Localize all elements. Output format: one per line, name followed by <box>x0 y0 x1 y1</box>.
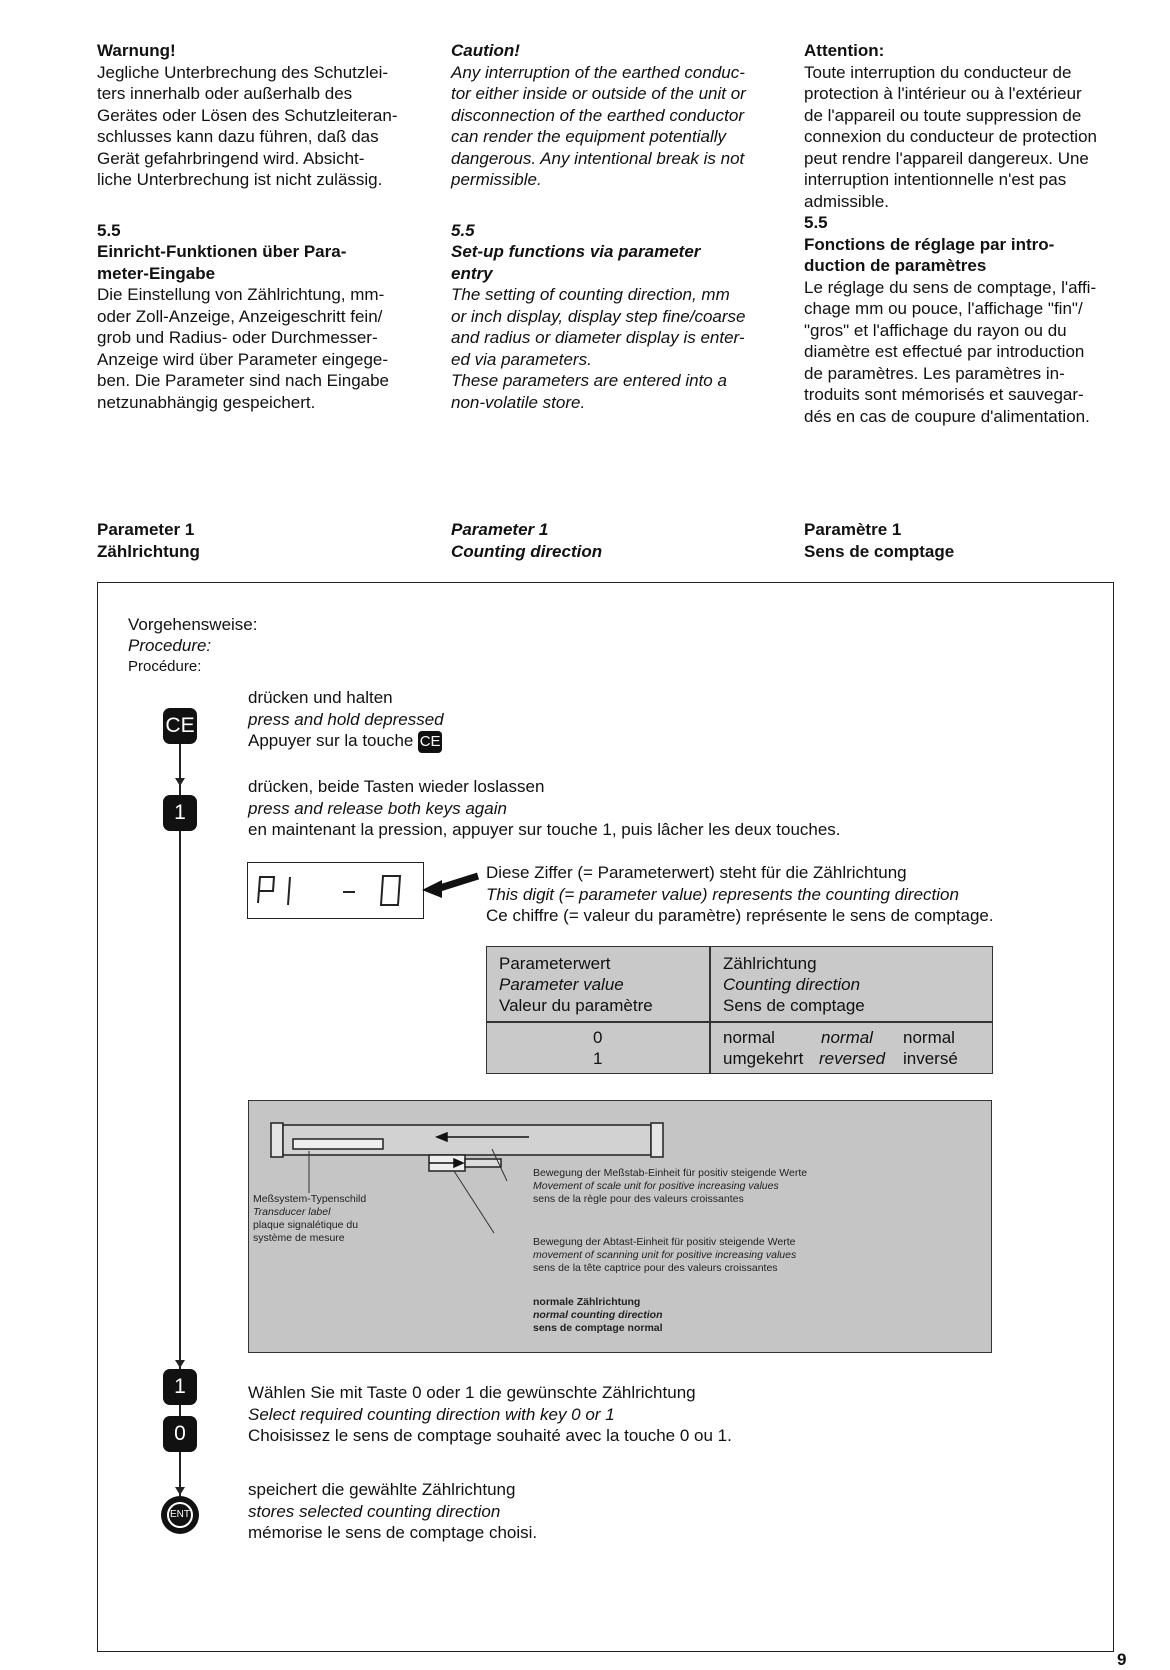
step-4-text <box>248 1479 1108 1544</box>
section-number-en: 5.5 <box>451 220 475 240</box>
key-1: 1 <box>163 795 197 831</box>
ent-key-label: ENT <box>167 1502 193 1528</box>
lcd-readout-graphic <box>248 863 423 918</box>
direction-de: umgekehrt <box>723 1049 804 1068</box>
warning-text-de <box>97 62 427 191</box>
line: Die Einstellung von Zählrichtung, mm- <box>97 285 385 304</box>
pointer-arrow-icon <box>418 870 480 904</box>
line: meter-Eingabe <box>97 263 216 283</box>
line: tor either inside or outside of the unit or <box>451 84 746 103</box>
line: Le réglage du sens de comptage, l'affi- <box>804 277 1097 297</box>
line: Parameter 1 <box>451 520 549 539</box>
line: diamètre est effectué par introduction <box>804 342 1085 361</box>
step-fr-text: Appuyer sur la touche <box>248 731 414 750</box>
caption-en: movement of scanning unit for positive increasing values <box>533 1249 797 1261</box>
line: Toute interruption du conducteur de <box>804 62 1072 82</box>
line: Counting direction <box>451 541 603 561</box>
warning-text-en <box>451 62 781 191</box>
line: or inch display, display step fine/coarse <box>451 306 746 326</box>
param-title-fr <box>804 519 1134 562</box>
line: peut rendre l'appareil dangereux. Une <box>804 148 1089 168</box>
line: Set-up functions via parameter <box>451 242 701 261</box>
line: de paramètres. Les paramètres in- <box>804 363 1065 383</box>
caption-de: Bewegung der Meßstab-Einheit für positiv steigende Werte <box>533 1167 808 1179</box>
line: Sens de comptage <box>804 541 955 561</box>
line: Zählrichtung <box>97 541 200 561</box>
ce-key-inline: CE <box>418 731 442 753</box>
direction-en: reversed <box>819 1049 886 1068</box>
caption-de: Bewegung der Abtast-Einheit für positiv steigende Werte <box>533 1236 796 1248</box>
direction-de: normal <box>723 1028 775 1047</box>
scanning-movement-caption <box>533 1236 796 1275</box>
section-body-en <box>451 284 781 413</box>
table-divider <box>487 1021 992 1023</box>
table-divider <box>709 947 711 1073</box>
line: de l'appareil ou toute suppression de <box>804 105 1082 125</box>
param-value: 1 <box>593 1049 603 1068</box>
caption-en: Movement of scale unit for positive increasing values <box>533 1180 779 1192</box>
column-de <box>97 40 427 413</box>
column-fr <box>804 40 1144 427</box>
column-en <box>451 40 781 413</box>
line: chage mm ou pouce, l'affichage "fin"/ <box>804 299 1083 318</box>
caption-fr: plaque signalétique du <box>253 1219 359 1231</box>
ent-key <box>161 1496 199 1534</box>
key-0: 0 <box>163 1416 197 1452</box>
line: and radius or diameter display is enter- <box>451 328 745 347</box>
caption-fr: sens de la règle pour des valeurs croissantes <box>533 1193 744 1205</box>
step-fr <box>248 730 1108 753</box>
header-de: Zählrichtung <box>723 954 817 973</box>
line: These parameters are entered into a <box>451 371 727 390</box>
note-fr: Ce chiffre (= valeur du paramètre) représente le sens de comptage. <box>486 906 994 925</box>
line: "gros" et l'affichage du rayon ou du <box>804 320 1067 340</box>
warning-title-de: Warnung! <box>97 41 176 60</box>
line: liche Unterbrechung ist nicht zulässig. <box>97 170 383 189</box>
line: Parameter 1 <box>97 520 195 539</box>
header-fr: Sens de comptage <box>723 996 865 1015</box>
line: dés en cas de coupure d'alimentation. <box>804 406 1090 426</box>
step-fr: mémorise le sens de comptage choisi. <box>248 1523 538 1542</box>
ce-key: CE <box>163 708 197 744</box>
line: Gerät gefahrbringend wird. Absicht- <box>97 148 365 168</box>
line: Einricht-Funktionen über Para- <box>97 242 347 261</box>
direction-fr: normal <box>903 1028 955 1047</box>
step-de: Wählen Sie mit Taste 0 oder 1 die gewünschte Zählrichtung <box>248 1383 696 1402</box>
step-2-text <box>248 776 1108 841</box>
table-header-left <box>499 953 653 1016</box>
section-title-de <box>97 241 427 284</box>
warning-text-fr <box>804 62 1144 213</box>
line: grob und Radius- oder Durchmesser- <box>97 328 378 347</box>
line: Anzeige wird über Parameter eingege- <box>97 349 389 369</box>
direction-fr: inversé <box>903 1049 958 1068</box>
line: ed via parameters. <box>451 349 592 369</box>
line: disconnection of the earthed conductor <box>451 105 744 125</box>
line: Jegliche Unterbrechung des Schutzlei- <box>97 62 389 82</box>
step-en: press and hold depressed <box>248 709 444 729</box>
param-title-de <box>97 519 427 562</box>
step-de: drücken, beide Tasten wieder loslassen <box>248 777 545 796</box>
line: admissible. <box>804 191 890 211</box>
caption-fr: système de mesure <box>253 1232 345 1244</box>
line: Any interruption of the earthed conduc- <box>451 62 745 82</box>
line: permissible. <box>451 170 542 189</box>
param-value: 0 <box>593 1028 603 1047</box>
step-1-text <box>248 687 1108 753</box>
caption-de: Meßsystem-Typenschild <box>253 1193 367 1205</box>
note-en: This digit (= parameter value) represents the counting direction <box>486 884 959 904</box>
line: schlusses kann dazu führen, daß das <box>97 127 379 146</box>
line: ters innerhalb oder außerhalb des <box>97 84 353 103</box>
flow-arrow <box>175 1487 185 1495</box>
line: connexion du conducteur de protection <box>804 127 1097 146</box>
line: entry <box>451 263 493 283</box>
scale-movement-caption <box>533 1167 807 1206</box>
caption-en: Transducer label <box>253 1206 331 1218</box>
section-body-de <box>97 284 427 413</box>
line: troduits sont mémorisés et sauvegar- <box>804 385 1084 404</box>
step-3-text <box>248 1382 1108 1447</box>
step-de: speichert die gewählte Zählrichtung <box>248 1480 516 1499</box>
key-1: 1 <box>163 1369 197 1405</box>
parameter-table <box>486 946 993 1074</box>
caption-fr: sens de comptage normal <box>533 1322 663 1334</box>
flow-arrow <box>175 778 185 786</box>
step-de: drücken und halten <box>248 688 393 707</box>
line: Fonctions de réglage par intro- <box>804 234 1055 254</box>
caption-fr: sens de la tête captrice pour des valeurs croissantes <box>533 1262 778 1274</box>
step-en: press and release both keys again <box>248 798 507 818</box>
line: duction de paramètres <box>804 256 987 275</box>
line: can render the equipment potentially <box>451 127 727 146</box>
step-fr: en maintenant la pression, appuyer sur touche 1, puis lâcher les deux touches. <box>248 820 841 839</box>
direction-en: normal <box>821 1028 873 1047</box>
header-en: Counting direction <box>723 975 861 994</box>
param-title-en <box>451 519 781 562</box>
header-fr: Valeur du paramètre <box>499 996 653 1015</box>
line: Paramètre 1 <box>804 520 902 539</box>
normal-direction-caption <box>533 1296 663 1335</box>
lcd-display <box>247 862 424 919</box>
section-title-en <box>451 241 781 284</box>
line: Gerätes oder Lösen des Schutzleiteran- <box>97 105 398 125</box>
line: non-volatile store. <box>451 392 586 412</box>
step-fr: Choisissez le sens de comptage souhaité avec la touche 0 ou 1. <box>248 1426 732 1445</box>
line: The setting of counting direction, mm <box>451 285 730 304</box>
display-note <box>486 862 994 927</box>
section-title-fr <box>804 234 1144 277</box>
step-en: stores selected counting direction <box>248 1501 501 1521</box>
line: ben. Die Parameter sind nach Eingabe <box>97 371 390 390</box>
counting-direction-diagram <box>248 1100 992 1353</box>
page-number: 9 <box>1117 1650 1127 1669</box>
caption-de: normale Zählrichtung <box>533 1296 641 1308</box>
line: protection à l'intérieur ou à l'extérieur <box>804 84 1082 103</box>
procedure-label-fr: Procédure: <box>128 658 202 675</box>
note-de: Diese Ziffer (= Parameterwert) steht für die Zählrichtung <box>486 863 907 882</box>
procedure-label-en: Procedure: <box>128 636 212 655</box>
header-en: Parameter value <box>499 975 624 994</box>
line: oder Zoll-Anzeige, Anzeigeschritt fein/ <box>97 306 383 326</box>
section-number-de: 5.5 <box>97 220 121 240</box>
table-header-right <box>723 953 865 1016</box>
warning-title-fr: Attention: <box>804 41 885 60</box>
procedure-label <box>128 614 257 677</box>
section-body-fr <box>804 277 1144 428</box>
line: netzunabhängig gespeichert. <box>97 392 316 412</box>
header-de: Parameterwert <box>499 954 611 973</box>
section-number-fr: 5.5 <box>804 213 828 232</box>
line: interruption intentionnelle n'est pas <box>804 170 1067 189</box>
warning-title-en: Caution! <box>451 41 520 60</box>
flow-arrow <box>175 1360 185 1368</box>
transducer-label-caption <box>253 1193 366 1245</box>
procedure-label-de: Vorgehensweise: <box>128 615 258 634</box>
line: dangerous. Any intentional break is not <box>451 148 745 168</box>
caption-en: normal counting direction <box>533 1309 663 1321</box>
step-en: Select required counting direction with key 0 or 1 <box>248 1404 615 1424</box>
